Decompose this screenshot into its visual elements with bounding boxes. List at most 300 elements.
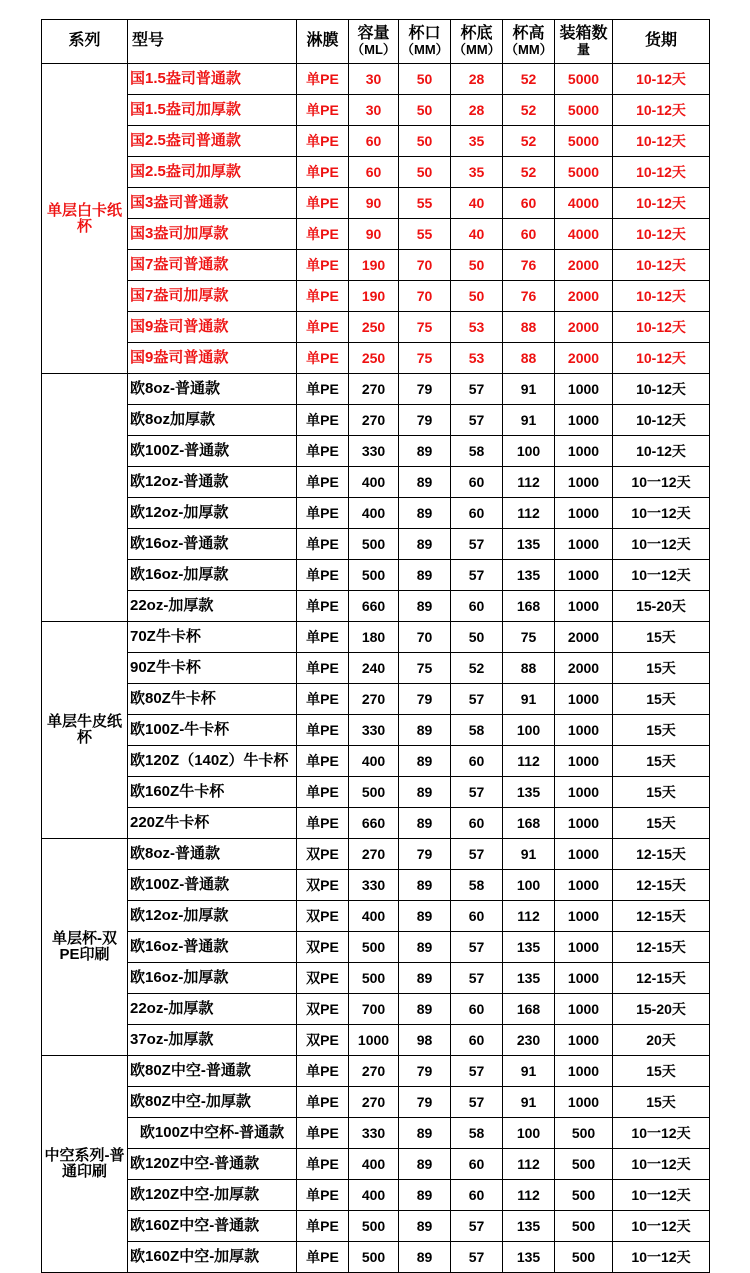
packing-cell: 1000 [555,994,613,1025]
bottom-cell: 53 [451,312,503,343]
model-cell: 欧16oz-普通款 [128,529,297,560]
volume-cell: 500 [349,777,399,808]
packing-cell: 1000 [555,901,613,932]
model-cell: 欧160Z中空-普通款 [128,1211,297,1242]
bottom-cell: 28 [451,64,503,95]
volume-cell: 660 [349,808,399,839]
model-cell: 220Z牛卡杯 [128,808,297,839]
table-row [42,281,710,312]
film-cell: 单PE [297,95,349,126]
table-row [42,157,710,188]
height-cell: 91 [503,1087,555,1118]
mouth-cell: 79 [399,839,451,870]
mouth-cell: 79 [399,1087,451,1118]
model-cell: 国9盎司普通款 [128,343,297,374]
lead-time-cell: 10-12天 [613,219,710,250]
column-header-unit: （MM） [453,42,501,58]
film-cell: 单PE [297,1149,349,1180]
film-cell: 单PE [297,436,349,467]
volume-cell: 60 [349,126,399,157]
model-cell: 国2.5盎司普通款 [128,126,297,157]
packing-cell: 1000 [555,715,613,746]
table-row [42,436,710,467]
packing-cell: 5000 [555,157,613,188]
packing-cell: 1000 [555,963,613,994]
bottom-cell: 53 [451,343,503,374]
height-cell: 75 [503,622,555,653]
film-cell: 单PE [297,777,349,808]
lead-time-cell: 10一12天 [613,498,710,529]
volume-cell: 90 [349,219,399,250]
height-cell: 52 [503,126,555,157]
bottom-cell: 57 [451,1242,503,1273]
packing-cell: 500 [555,1211,613,1242]
series-label: 中空系列-普通印刷 [42,1056,128,1273]
bottom-cell: 50 [451,250,503,281]
column-header-label: 杯底 [460,25,493,43]
height-cell: 88 [503,312,555,343]
lead-time-cell: 20天 [613,1025,710,1056]
volume-cell: 400 [349,467,399,498]
film-cell: 双PE [297,839,349,870]
bottom-cell: 57 [451,560,503,591]
bottom-cell: 58 [451,715,503,746]
mouth-cell: 89 [399,498,451,529]
height-cell: 91 [503,374,555,405]
lead-time-cell: 15-20天 [613,591,710,622]
volume-cell: 190 [349,250,399,281]
lead-time-cell: 10一12天 [613,1242,710,1273]
bottom-cell: 40 [451,219,503,250]
bottom-cell: 50 [451,622,503,653]
volume-cell: 180 [349,622,399,653]
series-label [42,374,128,622]
packing-cell: 1000 [555,1056,613,1087]
bottom-cell: 60 [451,467,503,498]
bottom-cell: 60 [451,591,503,622]
table-row [42,1149,710,1180]
model-cell: 欧160Z牛卡杯 [128,777,297,808]
lead-time-cell: 10一12天 [613,560,710,591]
model-cell: 欧80Z牛卡杯 [128,684,297,715]
height-cell: 100 [503,715,555,746]
film-cell: 单PE [297,1118,349,1149]
lead-time-cell: 12-15天 [613,870,710,901]
table-row [42,1025,710,1056]
model-cell: 37oz-加厚款 [128,1025,297,1056]
model-cell: 22oz-加厚款 [128,591,297,622]
mouth-cell: 75 [399,312,451,343]
height-cell: 91 [503,839,555,870]
mouth-cell: 79 [399,374,451,405]
film-cell: 单PE [297,188,349,219]
film-cell: 单PE [297,715,349,746]
packing-cell: 1000 [555,498,613,529]
lead-time-cell: 12-15天 [613,963,710,994]
volume-cell: 330 [349,436,399,467]
volume-cell: 700 [349,994,399,1025]
column-header-bottom [451,20,503,64]
height-cell: 112 [503,1149,555,1180]
lead-time-cell: 15天 [613,715,710,746]
film-cell: 单PE [297,1180,349,1211]
table-row [42,870,710,901]
volume-cell: 90 [349,188,399,219]
column-header-unit: （MM） [401,42,449,58]
mouth-cell: 89 [399,591,451,622]
volume-cell: 30 [349,95,399,126]
column-header-label: 杯口 [408,25,441,43]
mouth-cell: 89 [399,1118,451,1149]
lead-time-cell: 10-12天 [613,126,710,157]
mouth-cell: 89 [399,901,451,932]
bottom-cell: 60 [451,901,503,932]
table-row [42,839,710,870]
column-header-unit: （ML） [351,42,396,58]
lead-time-cell: 12-15天 [613,901,710,932]
table-row [42,343,710,374]
height-cell: 76 [503,250,555,281]
bottom-cell: 58 [451,1118,503,1149]
height-cell: 112 [503,746,555,777]
film-cell: 单PE [297,529,349,560]
bottom-cell: 35 [451,126,503,157]
volume-cell: 30 [349,64,399,95]
mouth-cell: 89 [399,560,451,591]
table-row [42,529,710,560]
volume-cell: 400 [349,1180,399,1211]
film-cell: 单PE [297,467,349,498]
mouth-cell: 89 [399,1149,451,1180]
lead-time-cell: 10一12天 [613,1149,710,1180]
bottom-cell: 60 [451,994,503,1025]
height-cell: 135 [503,560,555,591]
height-cell: 100 [503,436,555,467]
film-cell: 单PE [297,126,349,157]
volume-cell: 400 [349,498,399,529]
model-cell: 欧100Z-普通款 [128,436,297,467]
table-row [42,932,710,963]
film-cell: 双PE [297,932,349,963]
height-cell: 60 [503,219,555,250]
bottom-cell: 57 [451,374,503,405]
bottom-cell: 57 [451,684,503,715]
model-cell: 欧120Z中空-普通款 [128,1149,297,1180]
packing-cell: 1000 [555,405,613,436]
packing-cell: 4000 [555,188,613,219]
volume-cell: 400 [349,1149,399,1180]
model-cell: 国9盎司普通款 [128,312,297,343]
model-cell: 国7盎司普通款 [128,250,297,281]
mouth-cell: 89 [399,715,451,746]
film-cell: 单PE [297,1056,349,1087]
volume-cell: 270 [349,1087,399,1118]
lead-time-cell: 10一12天 [613,529,710,560]
bottom-cell: 60 [451,1025,503,1056]
column-header-unit: 量 [576,42,590,58]
model-cell: 国2.5盎司加厚款 [128,157,297,188]
model-cell: 欧16oz-加厚款 [128,560,297,591]
film-cell: 单PE [297,808,349,839]
lead-time-cell: 10-12天 [613,250,710,281]
series-label: 单层杯-双PE印刷 [42,839,128,1056]
mouth-cell: 50 [399,126,451,157]
height-cell: 135 [503,529,555,560]
packing-cell: 1000 [555,746,613,777]
model-cell: 国7盎司加厚款 [128,281,297,312]
volume-cell: 330 [349,715,399,746]
film-cell: 双PE [297,994,349,1025]
packing-cell: 4000 [555,219,613,250]
height-cell: 135 [503,963,555,994]
column-header-label: 杯高 [512,25,545,43]
packing-cell: 5000 [555,95,613,126]
bottom-cell: 57 [451,839,503,870]
volume-cell: 660 [349,591,399,622]
column-header-label: 型号 [132,32,165,50]
film-cell: 单PE [297,219,349,250]
table-row [42,95,710,126]
height-cell: 112 [503,467,555,498]
mouth-cell: 89 [399,994,451,1025]
mouth-cell: 50 [399,157,451,188]
mouth-cell: 70 [399,250,451,281]
volume-cell: 500 [349,932,399,963]
model-cell: 欧80Z中空-普通款 [128,1056,297,1087]
film-cell: 单PE [297,281,349,312]
film-cell: 单PE [297,1242,349,1273]
lead-time-cell: 10-12天 [613,281,710,312]
column-header-series [42,20,128,64]
table-row [42,219,710,250]
packing-cell: 1000 [555,591,613,622]
lead-time-cell: 10一12天 [613,1211,710,1242]
column-header-lead [613,20,710,64]
packing-cell: 1000 [555,1087,613,1118]
volume-cell: 330 [349,870,399,901]
mouth-cell: 89 [399,932,451,963]
volume-cell: 250 [349,343,399,374]
model-cell: 欧16oz-普通款 [128,932,297,963]
bottom-cell: 52 [451,653,503,684]
mouth-cell: 79 [399,684,451,715]
model-cell: 欧160Z中空-加厚款 [128,1242,297,1273]
mouth-cell: 89 [399,467,451,498]
height-cell: 112 [503,1180,555,1211]
film-cell: 单PE [297,1211,349,1242]
film-cell: 单PE [297,622,349,653]
model-cell: 国3盎司加厚款 [128,219,297,250]
height-cell: 168 [503,591,555,622]
model-cell: 欧16oz-加厚款 [128,963,297,994]
height-cell: 91 [503,405,555,436]
bottom-cell: 60 [451,808,503,839]
packing-cell: 2000 [555,312,613,343]
series-label: 单层白卡纸杯 [42,64,128,374]
mouth-cell: 89 [399,529,451,560]
column-header-label: 货期 [644,32,677,50]
bottom-cell: 57 [451,1087,503,1118]
table-row [42,1242,710,1273]
bottom-cell: 58 [451,870,503,901]
film-cell: 单PE [297,405,349,436]
mouth-cell: 89 [399,963,451,994]
series-label: 单层牛皮纸杯 [42,622,128,839]
model-cell: 欧80Z中空-加厚款 [128,1087,297,1118]
lead-time-cell: 10-12天 [613,436,710,467]
volume-cell: 500 [349,1211,399,1242]
height-cell: 135 [503,932,555,963]
cup-specification-table [41,19,710,1273]
packing-cell: 500 [555,1118,613,1149]
bottom-cell: 60 [451,1149,503,1180]
packing-cell: 2000 [555,343,613,374]
packing-cell: 500 [555,1242,613,1273]
lead-time-cell: 15天 [613,808,710,839]
table-row [42,1087,710,1118]
packing-cell: 1000 [555,467,613,498]
height-cell: 135 [503,1211,555,1242]
bottom-cell: 35 [451,157,503,188]
model-cell: 欧120Z（140Z）牛卡杯 [128,746,297,777]
table-row [42,498,710,529]
model-cell: 欧12oz-加厚款 [128,901,297,932]
column-header-model [128,20,297,64]
packing-cell: 2000 [555,622,613,653]
mouth-cell: 89 [399,808,451,839]
table-row [42,653,710,684]
model-cell: 欧12oz-加厚款 [128,498,297,529]
bottom-cell: 60 [451,1180,503,1211]
lead-time-cell: 10-12天 [613,188,710,219]
table-header [42,20,710,64]
volume-cell: 500 [349,1242,399,1273]
bottom-cell: 57 [451,1211,503,1242]
model-cell: 国1.5盎司普通款 [128,64,297,95]
mouth-cell: 50 [399,95,451,126]
height-cell: 91 [503,1056,555,1087]
table-row [42,715,710,746]
film-cell: 双PE [297,870,349,901]
volume-cell: 60 [349,157,399,188]
bottom-cell: 40 [451,188,503,219]
model-cell: 欧12oz-普通款 [128,467,297,498]
lead-time-cell: 12-15天 [613,839,710,870]
table-row [42,963,710,994]
height-cell: 52 [503,157,555,188]
column-header-mouth [399,20,451,64]
height-cell: 52 [503,95,555,126]
lead-time-cell: 15天 [613,653,710,684]
column-header-height [503,20,555,64]
model-cell: 欧120Z中空-加厚款 [128,1180,297,1211]
column-header-film [297,20,349,64]
table-row [42,250,710,281]
lead-time-cell: 10一12天 [613,1180,710,1211]
mouth-cell: 75 [399,653,451,684]
model-cell: 欧8oz-普通款 [128,839,297,870]
column-header-label: 系列 [68,32,101,50]
packing-cell: 2000 [555,250,613,281]
mouth-cell: 98 [399,1025,451,1056]
lead-time-cell: 10-12天 [613,343,710,374]
film-cell: 单PE [297,312,349,343]
model-cell: 欧100Z中空杯-普通款 [128,1118,297,1149]
packing-cell: 5000 [555,126,613,157]
table-row [42,188,710,219]
height-cell: 100 [503,1118,555,1149]
column-header-volume [349,20,399,64]
lead-time-cell: 10-12天 [613,405,710,436]
bottom-cell: 57 [451,963,503,994]
mouth-cell: 55 [399,188,451,219]
mouth-cell: 89 [399,777,451,808]
height-cell: 168 [503,808,555,839]
mouth-cell: 70 [399,281,451,312]
table-row [42,126,710,157]
packing-cell: 1000 [555,374,613,405]
lead-time-cell: 10一12天 [613,467,710,498]
lead-time-cell: 10-12天 [613,95,710,126]
packing-cell: 500 [555,1180,613,1211]
model-cell: 22oz-加厚款 [128,994,297,1025]
mouth-cell: 89 [399,436,451,467]
height-cell: 91 [503,684,555,715]
bottom-cell: 28 [451,95,503,126]
volume-cell: 400 [349,901,399,932]
model-cell: 欧8oz加厚款 [128,405,297,436]
table-row [42,312,710,343]
model-cell: 70Z牛卡杯 [128,622,297,653]
model-cell: 欧100Z-普通款 [128,870,297,901]
volume-cell: 270 [349,684,399,715]
table-body [42,64,710,1273]
bottom-cell: 57 [451,1056,503,1087]
table-row [42,1211,710,1242]
film-cell: 单PE [297,653,349,684]
volume-cell: 240 [349,653,399,684]
column-header-unit: （MM） [505,42,553,58]
mouth-cell: 50 [399,64,451,95]
volume-cell: 500 [349,963,399,994]
mouth-cell: 55 [399,219,451,250]
bottom-cell: 60 [451,498,503,529]
packing-cell: 1000 [555,684,613,715]
packing-cell: 5000 [555,64,613,95]
height-cell: 88 [503,653,555,684]
bottom-cell: 60 [451,746,503,777]
lead-time-cell: 15天 [613,1056,710,1087]
film-cell: 单PE [297,64,349,95]
film-cell: 单PE [297,684,349,715]
table-row [42,684,710,715]
column-header-label: 容量 [357,25,390,43]
bottom-cell: 57 [451,529,503,560]
mouth-cell: 89 [399,1242,451,1273]
packing-cell: 2000 [555,653,613,684]
film-cell: 单PE [297,374,349,405]
lead-time-cell: 10-12天 [613,312,710,343]
height-cell: 112 [503,498,555,529]
table-row [42,901,710,932]
volume-cell: 1000 [349,1025,399,1056]
table-row [42,64,710,95]
volume-cell: 400 [349,746,399,777]
table-row [42,994,710,1025]
lead-time-cell: 15天 [613,746,710,777]
column-header-packing [555,20,613,64]
header-row [42,20,710,64]
